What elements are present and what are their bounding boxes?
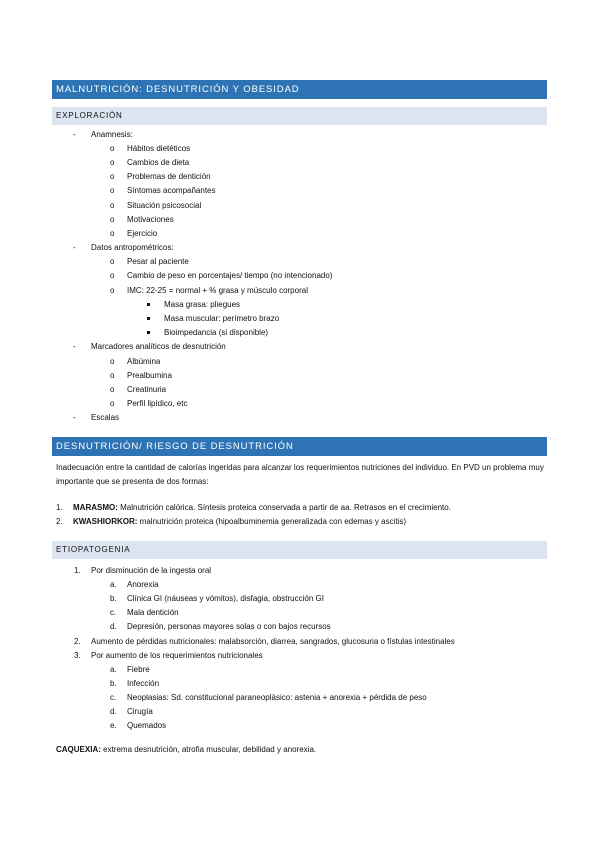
dash-bullet: - (73, 413, 76, 422)
square-bullet (147, 331, 150, 334)
sub-letter: c. (110, 693, 117, 702)
list-item: Albúmina (127, 357, 161, 366)
etiopatogenia-item: Aumento de pérdidas nutricionales: malabsorción, diarrea, sangrados, glucosuria o fístulas intestinales (91, 637, 455, 646)
section-heading-malnutricion: MALNUTRICIÓN: DESNUTRICIÓN Y OBESIDAD (52, 80, 547, 99)
subsection-heading-etiopatogenia: ETIOPATOGENIA (52, 541, 547, 559)
form-text: malnutrición proteica (hipoalbuminemia generalizada con edemas y ascitis) (137, 517, 407, 526)
circle-bullet: o (110, 158, 115, 167)
etiopatogenia-item: Por disminución de la ingesta oral (91, 566, 212, 575)
sub-letter: a. (110, 665, 117, 674)
sub-item: Quemados (127, 721, 167, 730)
dash-bullet: - (73, 342, 76, 351)
sub-item: Depresión, personas mayores solas o con bajos recursos (127, 622, 331, 631)
section-heading-desnutricion: DESNUTRICIÓN/ RIESGO DE DESNUTRICIÓN (52, 437, 547, 456)
circle-bullet: o (110, 257, 115, 266)
sub-item: Infección (127, 679, 160, 688)
list-item: Hábitos dietéticos (127, 144, 191, 153)
escalas-label: Escalas (91, 413, 120, 422)
marcadores-label: Marcadores analíticos de desnutrición (91, 342, 226, 351)
caquexia-definition (56, 745, 316, 755)
caquexia-term: CAQUEXIA: (56, 745, 101, 754)
list-item: Pesar al paciente (127, 257, 189, 266)
list-item: Masa grasa: pliegues (164, 300, 241, 309)
item-number: 2. (74, 637, 81, 646)
list-item: Situación psicosocial (127, 201, 202, 210)
sub-letter: d. (110, 622, 117, 631)
caquexia-text: extrema desnutrición, atrofia muscular, debilidad y anorexia. (100, 745, 317, 754)
sub-item: Mala dentición (127, 608, 179, 617)
sub-item: Cirugía (127, 707, 153, 716)
item-number: 1. (74, 566, 81, 575)
square-bullet (147, 317, 150, 320)
form-item-marasmo (73, 503, 451, 513)
anamnesis-label: Anamnesis: (91, 130, 133, 139)
list-item: IMC: 22-25 = normal + % grasa y músculo corporal (127, 286, 308, 295)
form-number: 2. (56, 517, 63, 526)
sub-item: Anorexia (127, 580, 159, 589)
desnutricion-intro: Inadecuación entre la cantidad de calorías ingeridas para alcanzar los requerimientos nutriciones del individuo. En PVD un problema muy importante que se presenta de dos formas: (56, 463, 544, 486)
sub-item: Neoplasias: Sd. constitucional paraneoplásico: astenia + anorexia + pérdida de peso (127, 693, 427, 702)
list-item: Perfil lipídico, etc (127, 399, 188, 408)
list-item: Creatinuria (127, 385, 167, 394)
list-item: Síntomas acompañantes (127, 186, 216, 195)
circle-bullet: o (110, 371, 115, 380)
circle-bullet: o (110, 271, 115, 280)
list-item: Masa muscular: perímetro brazo (164, 314, 280, 323)
item-number: 3. (74, 651, 81, 660)
etiopatogenia-item: Por aumento de los requerimientos nutricionales (91, 651, 263, 660)
antropometricos-label: Datos antropométricos: (91, 243, 174, 252)
sub-letter: e. (110, 721, 117, 730)
dash-bullet: - (73, 130, 76, 139)
circle-bullet: o (110, 172, 115, 181)
list-item: Cambio de peso en porcentajes/ tiempo (no intencionado) (127, 271, 333, 280)
form-term: KWASHIORKOR: (73, 517, 138, 526)
circle-bullet: o (110, 399, 115, 408)
form-number: 1. (56, 503, 63, 512)
sub-item: Fiebre (127, 665, 150, 674)
sub-letter: b. (110, 594, 117, 603)
list-item: Problemas de dentición (127, 172, 211, 181)
list-item: Ejercicio (127, 229, 158, 238)
subsection-heading-exploracion: EXPLORACIÓN (52, 107, 547, 125)
circle-bullet: o (110, 286, 115, 295)
circle-bullet: o (110, 357, 115, 366)
circle-bullet: o (110, 201, 115, 210)
sub-letter: d. (110, 707, 117, 716)
circle-bullet: o (110, 229, 115, 238)
circle-bullet: o (110, 215, 115, 224)
form-term: MARASMO: (73, 503, 118, 512)
circle-bullet: o (110, 144, 115, 153)
sub-letter: a. (110, 580, 117, 589)
list-item: Cambios de dieta (127, 158, 190, 167)
sub-item: Clínica GI (náuseas y vómitos), disfagia, obstrucción GI (127, 594, 324, 603)
sub-letter: b. (110, 679, 117, 688)
form-item-kwashiorkor (73, 517, 406, 527)
circle-bullet: o (110, 385, 115, 394)
circle-bullet: o (110, 186, 115, 195)
list-item: Bioimpedancia (si disponible) (164, 328, 269, 337)
square-bullet (147, 303, 150, 306)
sub-letter: c. (110, 608, 117, 617)
list-item: Motivaciones (127, 215, 174, 224)
list-item: Prealbumina (127, 371, 172, 380)
form-text: Malnutrición calórica. Síntesis proteica conservada a partir de aa. Retrasos en el crecimiento. (117, 503, 451, 512)
dash-bullet: - (73, 243, 76, 252)
